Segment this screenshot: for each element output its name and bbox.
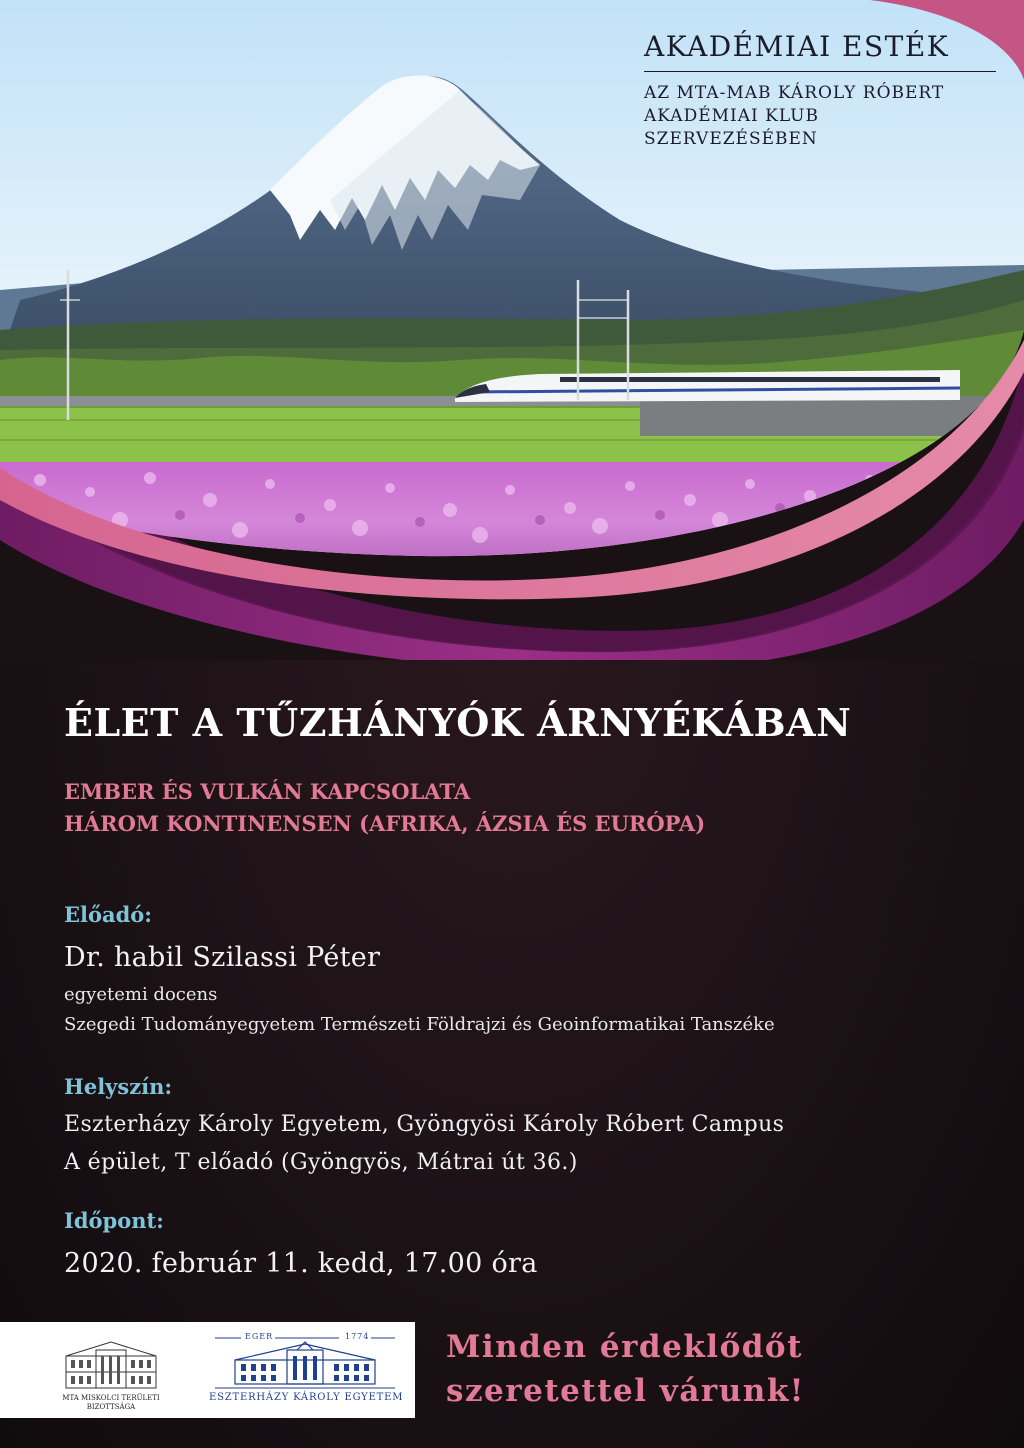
ekie-year: 1774 <box>345 1332 370 1341</box>
mta-building-icon <box>46 1334 176 1394</box>
speaker-position: egyetemi docens <box>64 984 218 1005</box>
speaker-name: Dr. habil Szilassi Péter <box>64 942 381 973</box>
invitation-text <box>446 1325 805 1413</box>
organizer-line: SZERVEZÉSÉBEN <box>644 129 818 149</box>
venue-line-2: A épület, T előadó (Gyöngyös, Mátrai út 36.) <box>64 1150 578 1175</box>
organizer-line: AZ MTA-MAB KÁROLY RÓBERT <box>644 83 945 103</box>
speaker-department: Szegedi Tudományegyetem Természeti Földrajzi és Geoinformatikai Tanszéke <box>64 1014 775 1035</box>
series-title: AKADÉMIAI ESTÉK <box>644 30 996 72</box>
mta-caption <box>46 1394 176 1412</box>
invitation-line: Minden érdeklődőt <box>446 1329 803 1365</box>
mta-logo <box>46 1334 176 1414</box>
sponsor-logo-panel <box>0 1322 415 1418</box>
subtitle-line: HÁROM KONTINENSEN (AFRIKA, ÁZSIA ÉS EURÓPA) <box>64 811 706 836</box>
venue-line-1: Eszterházy Károly Egyetem, Gyöngyösi Károly Róbert Campus <box>64 1112 785 1137</box>
organizer-line: AKADÉMIAI KLUB <box>644 106 820 126</box>
mta-caption-line: MTA MISKOLCI TERÜLETI <box>62 1394 160 1402</box>
speaker-label: Előadó: <box>64 902 153 927</box>
ekie-city: EGER <box>245 1332 274 1341</box>
series-header <box>644 30 996 151</box>
mta-caption-line: BIZOTTSÁGA <box>86 1403 136 1411</box>
event-title: ÉLET A TŰZHÁNYÓK ÁRNYÉKÁBAN <box>64 700 852 745</box>
ekie-building-icon <box>205 1330 405 1390</box>
time-label: Időpont: <box>64 1208 164 1233</box>
venue-label: Helyszín: <box>64 1074 173 1099</box>
invitation-line: szeretettel várunk! <box>446 1373 805 1409</box>
ekie-name: ESZTERHÁZY KÁROLY EGYETEM <box>209 1392 404 1403</box>
event-datetime: 2020. február 11. kedd, 17.00 óra <box>64 1248 538 1279</box>
ekie-logo <box>205 1330 405 1414</box>
event-subtitle <box>64 776 705 840</box>
organizer-text <box>644 82 996 151</box>
subtitle-line: EMBER ÉS VULKÁN KAPCSOLATA <box>64 779 471 804</box>
